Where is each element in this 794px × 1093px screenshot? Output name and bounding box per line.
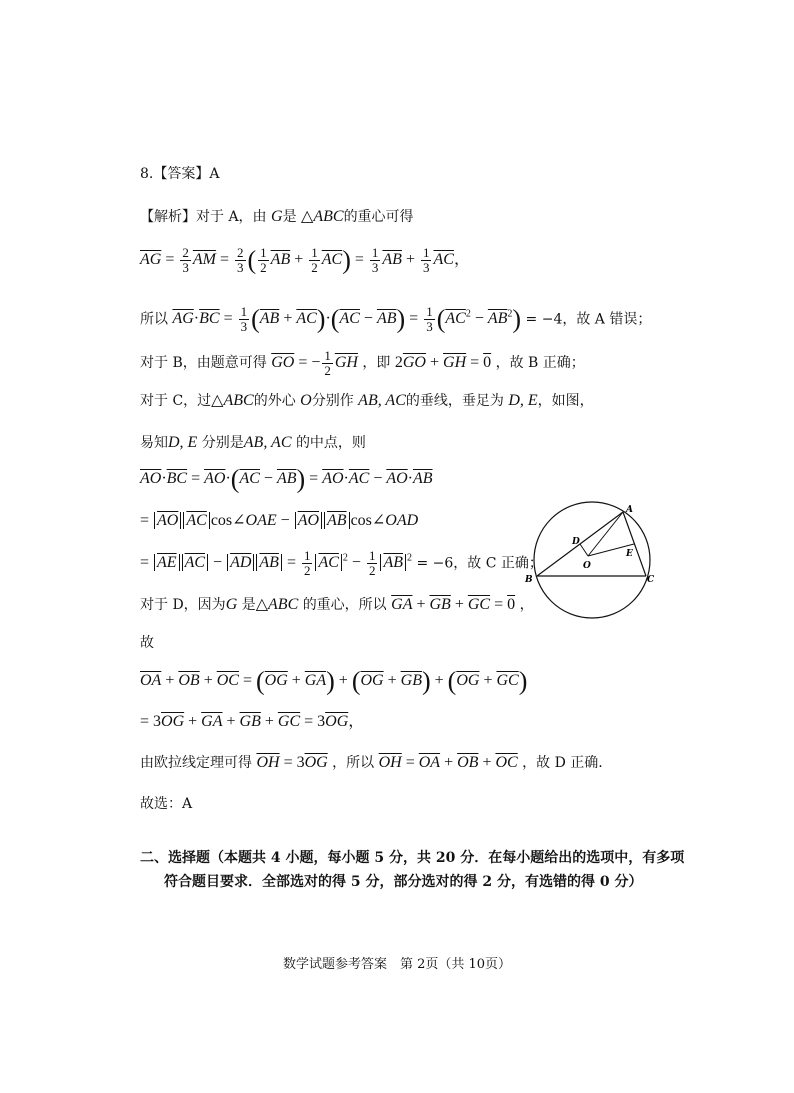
- word-gu: 故: [140, 635, 154, 651]
- choose-answer: 故选：A: [140, 796, 193, 812]
- circumcircle: [534, 502, 650, 618]
- label-d: D: [572, 537, 580, 547]
- analysis-intro: 【解析】对于 A，由 G是 △ABC的重心可得: [140, 208, 414, 225]
- label-e: E: [626, 549, 633, 559]
- section-heading: 二、选择题（本题共 4 小题，每小题 5 分，共 20 分．在每小题给出的选项中，有多项 符合题目要求．全部选对的得 5 分，部分选对的得 2 分，有选错的得 0 分）: [140, 850, 685, 890]
- equation-oa-ob-oc: $\overline{OA} + \overline{OB} + \overline{OC} = (\overline{OG} + \overline{GA}) + (\overline{OG} + \overline{GB}) + (\overline{OG} + \overline{GC})$: [140, 666, 528, 696]
- label-a: A: [626, 505, 633, 515]
- line-midpoints: 易知D, E 分别是AB, AC 的中点，则: [140, 434, 366, 451]
- equation-ag: $\overline{AG}$ = $\frac{2}{3}$ $\overline{AM}$ = $\frac{2}{3}$ ( $\frac{1}{2}$ $\overline{AB}$ + $\frac{1}{2}$ $\overline{AC}$) = $\frac{1}{3}$ $\overline{AB}$ + $\frac{1}{3}$ $\overline{AC}$，: [140, 245, 470, 275]
- equation-3og: = $3\overline{OG} + \overline{GA} + \overline{GB} + \overline{GC} = 3\overline{OG}$，: [140, 713, 365, 730]
- line-option-d: 对于 D，因为G 是△ABC 的重心，所以 $\overline{GA} + \overline{GB} + \overline{GC} = 0$ ，: [140, 596, 534, 613]
- label-c: C: [647, 575, 655, 585]
- line-option-c: 对于 C，过△ABC的外心 O分别作 AB, AC的垂线，垂足为 D, E，如图，: [140, 392, 594, 409]
- label-b: B: [525, 575, 533, 585]
- label-o: O: [583, 561, 591, 571]
- line-option-b: 对于 B，由题意可得 $\overline{GO}$ = − $\frac{1}{2}$ $\overline{GH}$ ，即 $2\overline{GO} + \overline{GH} = 0$ ，故 B 正确；: [140, 348, 585, 378]
- page-footer: 数学试题参考答案 第 2页（共 10页）: [282, 957, 512, 972]
- side-ac: [623, 512, 646, 576]
- segment-od: [580, 544, 588, 556]
- circumcircle-figure: [522, 500, 662, 620]
- equation-ao-bc-2: = $\overline{AO}$ $\overline{AC}$ cos∠OAE − $\overline{AO}$ $\overline{AB}$ cos∠OAD: [140, 512, 419, 529]
- line-option-a: 所以 $\overline{AG}\cdot\overline{BC}$ = $\frac{1}{3}$ $(\overline{AB} + \overline{AC})\cdot(\overline{AC} - \overline{AB})$ = $\frac{1}{3}$ $(\overline{AC}^2 - \overline{AB}^2) = -4$，故 A 错误；: [140, 304, 652, 335]
- answer-label: 8.【答案】A: [140, 166, 220, 182]
- line-euler: 由欧拉线定理可得 $\overline{OH} = 3\overline{OG}$ ，所以 $\overline{OH} = \overline{OA} + \overline{OB} + \overline{OC}$ ，故 D 正确.: [140, 754, 603, 771]
- equation-ao-bc-1: $\overline{AO}\cdot\overline{BC} = \overline{AO}\cdot(\overline{AC} - \overline{AB}) = \overline{AO}\cdot\overline{AC} - \overline{AO}\cdot\overline{AB}$: [140, 464, 433, 494]
- equation-ao-bc-3: = $\overline{AE}$ $\overline{AC} - \overline{AD}$ $\overline{AB}$ = $\frac{1}{2}$ $\overline{AC}$ $^2$ − $\frac{1}{2}$ $\overline{AB}$ $^2$ = −6，故 C 正确；: [140, 548, 543, 579]
